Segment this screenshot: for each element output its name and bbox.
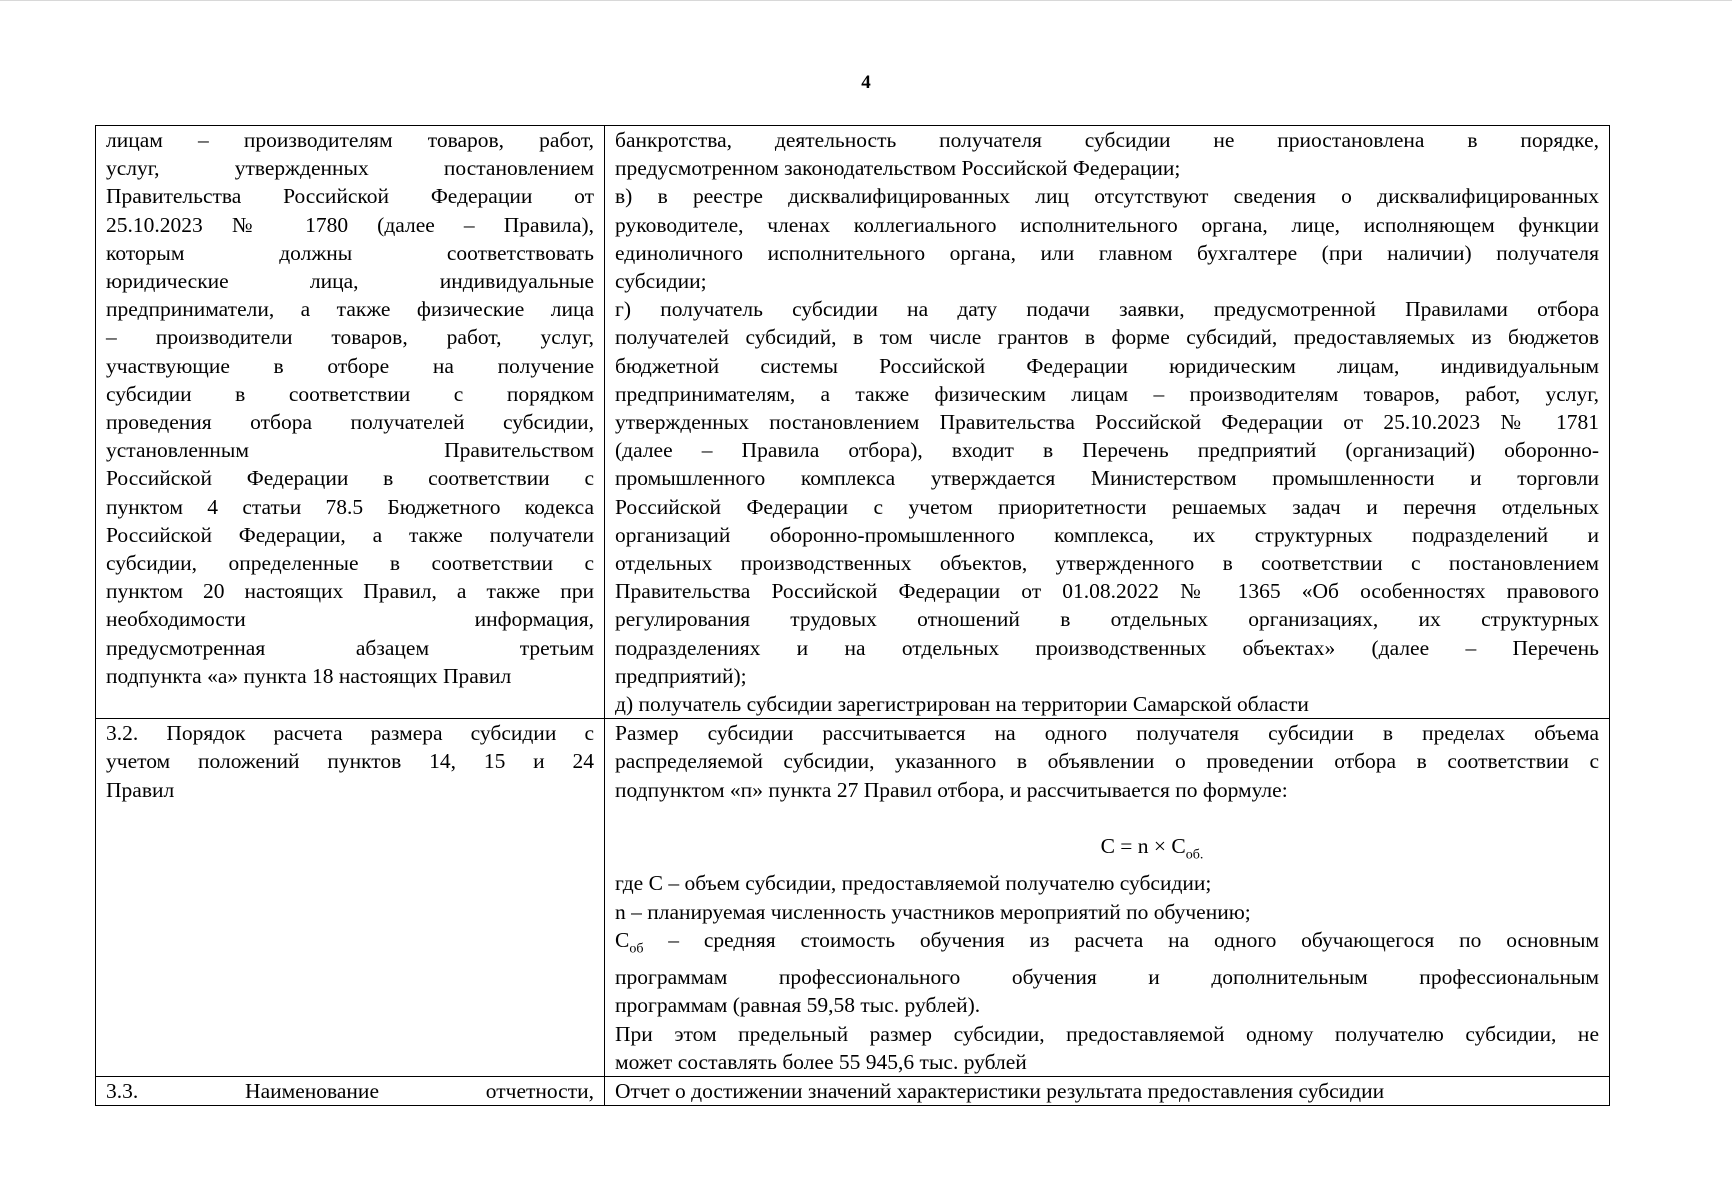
text-line: регулирования трудовых отношений в отдельных организациях, их структурных [615, 607, 1599, 632]
text-line: n – планируемая численность участников мероприятий по обучению; [615, 899, 1251, 924]
text-line: бюджетной системы Российской Федерации юридическим лицам, индивидуальным [615, 353, 1599, 378]
text-line: 3.2. Порядок расчета размера субсидии с [106, 721, 594, 746]
text-line: Правительства Российской Федерации от 01.08.2022 № 1365 «Об особенностях правового [615, 579, 1599, 604]
text-line: подразделениях и на отдельных производственных объектах» (далее – Перечень [615, 635, 1599, 660]
text-line: пунктом 20 настоящих Правил, а также при [106, 579, 594, 604]
text-line: проведения отбора получателей субсидии, [106, 410, 594, 435]
left-cell-calc-heading [96, 719, 605, 1077]
text-line: предусмотренном законодательством Российской Федерации; [615, 156, 1181, 181]
cob-symbol: C [615, 927, 630, 952]
text-line: При этом предельный размер субсидии, предоставляемой одному получателю субсидии, не [615, 1021, 1599, 1046]
text-line: банкротства, деятельность получателя субсидии не приостановлена в порядке, [615, 128, 1599, 152]
text-line: программам (равная 59,58 тыс. рублей). [615, 993, 981, 1018]
text-line: необходимости информация, [106, 607, 594, 632]
text-line: подпунктом «п» пункта 27 Правил отбора, и рассчитывается по формуле: [615, 777, 1288, 802]
report-heading-text: 3.3. Наименование отчетности, [106, 1079, 594, 1104]
text-line: субсидии, определенные в соответствии с [106, 551, 594, 576]
text-line: (далее – Правила отбора), входит в Перечень предприятий (организаций) оборонно- [615, 438, 1599, 463]
report-text: Отчет о достижении значений характеристики результата предоставления субсидии [615, 1079, 1385, 1104]
text-line: – производители товаров, работ, услуг, [106, 325, 594, 350]
text-line: отдельных производственных объектов, утвержденного в соответствии с постановлением [615, 551, 1599, 576]
text-line: юридические лица, индивидуальные [106, 269, 594, 294]
scan-edge [0, 0, 1732, 1]
table-row [96, 1077, 1610, 1106]
formula: $C = n \times C_{об.}$ [1100, 833, 1204, 863]
text-line: Размер субсидии рассчитывается на одного получателя субсидии в пределах объема [615, 721, 1599, 746]
document-table [95, 125, 1610, 1106]
text-line: может составлять более 55 945,6 тыс. рублей [615, 1049, 1027, 1074]
left-cell-criteria [96, 126, 605, 719]
text-line: субсидии в соответствии с порядком [106, 381, 594, 406]
text-line: пунктом 4 статьи 78.5 Бюджетного кодекса [106, 494, 594, 519]
text-line: установленным Правительством [106, 438, 594, 463]
right-cell-calc [605, 719, 1610, 1077]
text-line: Российской Федерации с учетом приоритетности решаемых задач и перечня отдельных [615, 494, 1599, 519]
text-line: лицам – производителям товаров, работ, [106, 128, 594, 152]
text-line: $C_{об}$ – средняя стоимость обучения из расчета на одного обучающегося по основным [615, 927, 1599, 957]
text-line: предприниматели, а также физические лица [106, 297, 594, 322]
text-line: подпункта «а» пункта 18 настоящих Правил [106, 663, 512, 688]
text-line: Правительства Российской Федерации от [106, 184, 594, 209]
text-line: д) получатель субсидии зарегистрирован на территории Самарской области [615, 692, 1309, 717]
text-line: Правил [106, 777, 175, 802]
text-line: единоличного исполнительного органа, или главном бухгалтере (при наличии) получателя [615, 240, 1599, 265]
cob-subscript: об [629, 941, 644, 957]
text-line: в) в реестре дисквалифицированных лиц отсутствуют сведения о дисквалифицированных [615, 184, 1599, 209]
text-line: услуг, утвержденных постановлением [106, 156, 594, 181]
right-cell-report [605, 1077, 1610, 1106]
text-line: которым должны соответствовать [106, 240, 594, 265]
text-line: организаций оборонно-промышленного комплекса, их структурных подразделений и [615, 522, 1599, 547]
text-line: распределяемой субсидии, указанного в объявлении о проведении отбора в соответствии с [615, 749, 1599, 774]
text-line: предусмотренная абзацем третьим [106, 635, 594, 660]
right-cell-criteria [605, 126, 1610, 719]
text-line: утвержденных постановлением Правительства Российской Федерации от 25.10.2023 № 1781 [615, 410, 1599, 435]
text-line: участвующие в отборе на получение [106, 353, 594, 378]
text-line: предприятий); [615, 663, 747, 688]
text-line: Российской Федерации в соответствии с [106, 466, 594, 491]
left-cell-report-heading [96, 1077, 605, 1106]
text-line: 25.10.2023 № 1780 (далее – Правила), [106, 212, 594, 237]
text-line: субсидии; [615, 269, 707, 294]
page-number: 4 [861, 72, 871, 93]
text-line: промышленного комплекса утверждается Министерством промышленности и торговли [615, 466, 1599, 491]
table-row [96, 719, 1610, 1077]
text-line: Российской Федерации, а также получатели [106, 522, 594, 547]
text-line: учетом положений пунктов 14, 15 и 24 [106, 749, 594, 774]
text-line: получателей субсидий, в том числе грантов в форме субсидий, предоставляемых из бюджетов [615, 325, 1599, 350]
text-line: где C – объем субсидии, предоставляемой получателю субсидии; [615, 871, 1212, 896]
text-line: предпринимателям, а также физическим лицам – производителям товаров, работ, услуг, [615, 381, 1599, 406]
text-line: г) получатель субсидии на дату подачи заявки, предусмотренной Правилами отбора [615, 297, 1599, 322]
text-line: программам профессионального обучения и дополнительным профессиональным [615, 965, 1599, 990]
text-line: руководителе, членах коллегиального исполнительного органа, лице, исполняющем функции [615, 212, 1599, 237]
table-row [96, 126, 1610, 719]
